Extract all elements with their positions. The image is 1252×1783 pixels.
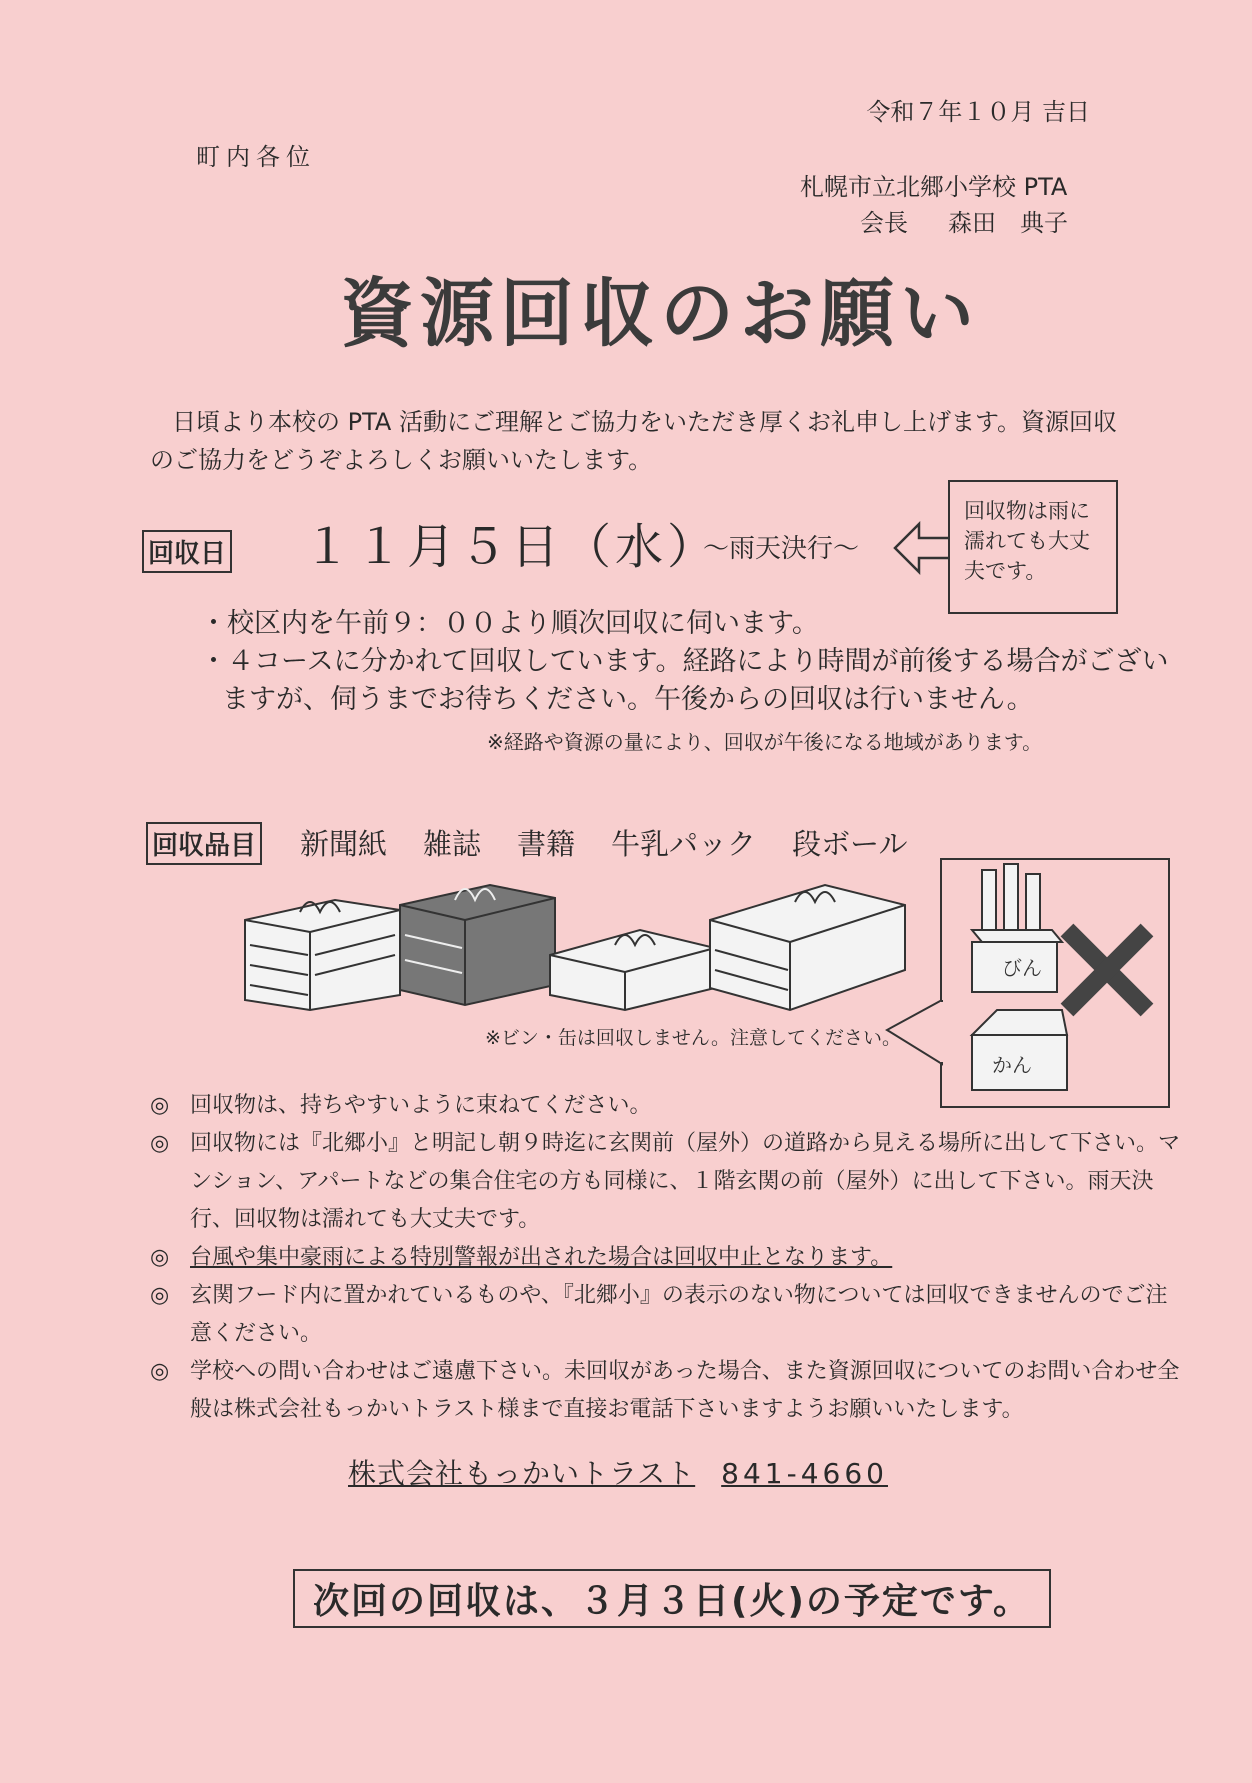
route-note: ※経路や資源の量により、回収が午後になる地域があります。: [487, 730, 1043, 754]
item: 新聞紙: [300, 827, 388, 861]
note-marker: ◎: [150, 1093, 170, 1118]
rain-note-box: 回収物は雨に濡れても大丈夫です。: [948, 480, 1118, 614]
can-label: かん: [992, 1053, 1032, 1077]
item: 牛乳パック: [611, 827, 757, 861]
list-item: [150, 1125, 1180, 1239]
president-title: 会長: [860, 209, 908, 237]
bottles-cans-icon: [942, 860, 1168, 1106]
organization: 札幌市立北郷小学校 PTA: [800, 173, 1068, 201]
bullet-text: 校区内を午前９：００より順次回収に伺います。: [227, 608, 819, 639]
note-marker: ◎: [150, 1283, 170, 1308]
note-text: 玄関フード内に置かれているものや、『北郷小』の表示のない物については回収できませんのでご注意ください。: [190, 1283, 1168, 1346]
issue-date: 令和７年１０月 吉日: [866, 98, 1090, 126]
items-list: [300, 822, 943, 863]
intro: [150, 403, 1140, 479]
note-marker: ◎: [150, 1245, 170, 1270]
bullet-item: ・４コースに分かれて回収しています。経路により時間が前後する場合がございますが、伺うまでお待ちください。午後からの回収は行いません。: [200, 646, 1169, 715]
collection-date: １１月５日（水）: [303, 519, 720, 575]
arrow-left-icon: [893, 518, 953, 578]
contact-company: 株式会社もっかいトラスト: [348, 1457, 696, 1490]
collection-day-label: 回収日: [142, 530, 232, 573]
item: 書籍: [517, 827, 576, 861]
note-text: 台風や集中豪雨による特別警報が出された場合は回収中止となります。: [190, 1245, 893, 1270]
next-collection: 次回の回収は、３月３日(火)の予定です。: [293, 1569, 1051, 1628]
note-text: 回収物には『北郷小』と明記し朝９時迄に玄関前（屋外）の道路から見える場所に出して下さい。マンション、アパートなどの集合住宅の方も同様に、１階玄関の前（屋外）に出して下さい。雨天決行、回収物は濡れても大丈夫です。: [190, 1131, 1181, 1232]
notes-list: [150, 1087, 1180, 1429]
rain-notice: ～雨天決行～: [703, 534, 860, 564]
president-name: 森田 典子: [948, 209, 1068, 237]
bullet-item: ・校区内を午前９：００より順次回収に伺います。: [200, 608, 819, 639]
note-text: 回収物は、持ちやすいように束ねてください。: [190, 1093, 652, 1118]
page-title: 資源回収のお願い: [340, 271, 980, 357]
cross-icon: [1067, 930, 1147, 1010]
bullet-text: ４コースに分かれて回収しています。経路により時間が前後する場合がございますが、伺うまでお待ちください。午後からの回収は行いません。: [222, 646, 1169, 715]
list-item: [150, 1239, 1180, 1277]
note-text: 学校への問い合わせはご遠慮下さい。未回収があった場合、また資源回収についてのお問い合わせ全般は株式会社もっかいトラスト様まで直接お電話下さいますようお願いいたします。: [190, 1359, 1180, 1422]
list-item: [150, 1353, 1180, 1429]
list-item: [150, 1277, 1180, 1353]
contact-phone: 841-4660: [721, 1457, 888, 1490]
bin-label: びん: [1002, 956, 1042, 980]
note-marker: ◎: [150, 1131, 170, 1156]
item: 雑誌: [423, 827, 482, 861]
note-marker: ◎: [150, 1359, 170, 1384]
contact: [348, 1452, 888, 1492]
president: [860, 203, 1068, 238]
intro-text: 日頃より本校の PTA 活動にご理解とご協力をいただき厚くお礼申し上げます。資源回収のご協力をどうぞよろしくお願いいたします。: [150, 408, 1118, 474]
recipient: 町内各位: [196, 143, 316, 171]
item: 段ボール: [792, 827, 908, 861]
no-bottles-cans-box: [940, 858, 1170, 1108]
items-label: 回収品目: [146, 822, 262, 865]
bundles-illustration: [240, 860, 940, 1020]
ng-note: ※ビン・缶は回収しません。注意してください。: [485, 1027, 902, 1049]
list-item: [150, 1087, 1180, 1125]
